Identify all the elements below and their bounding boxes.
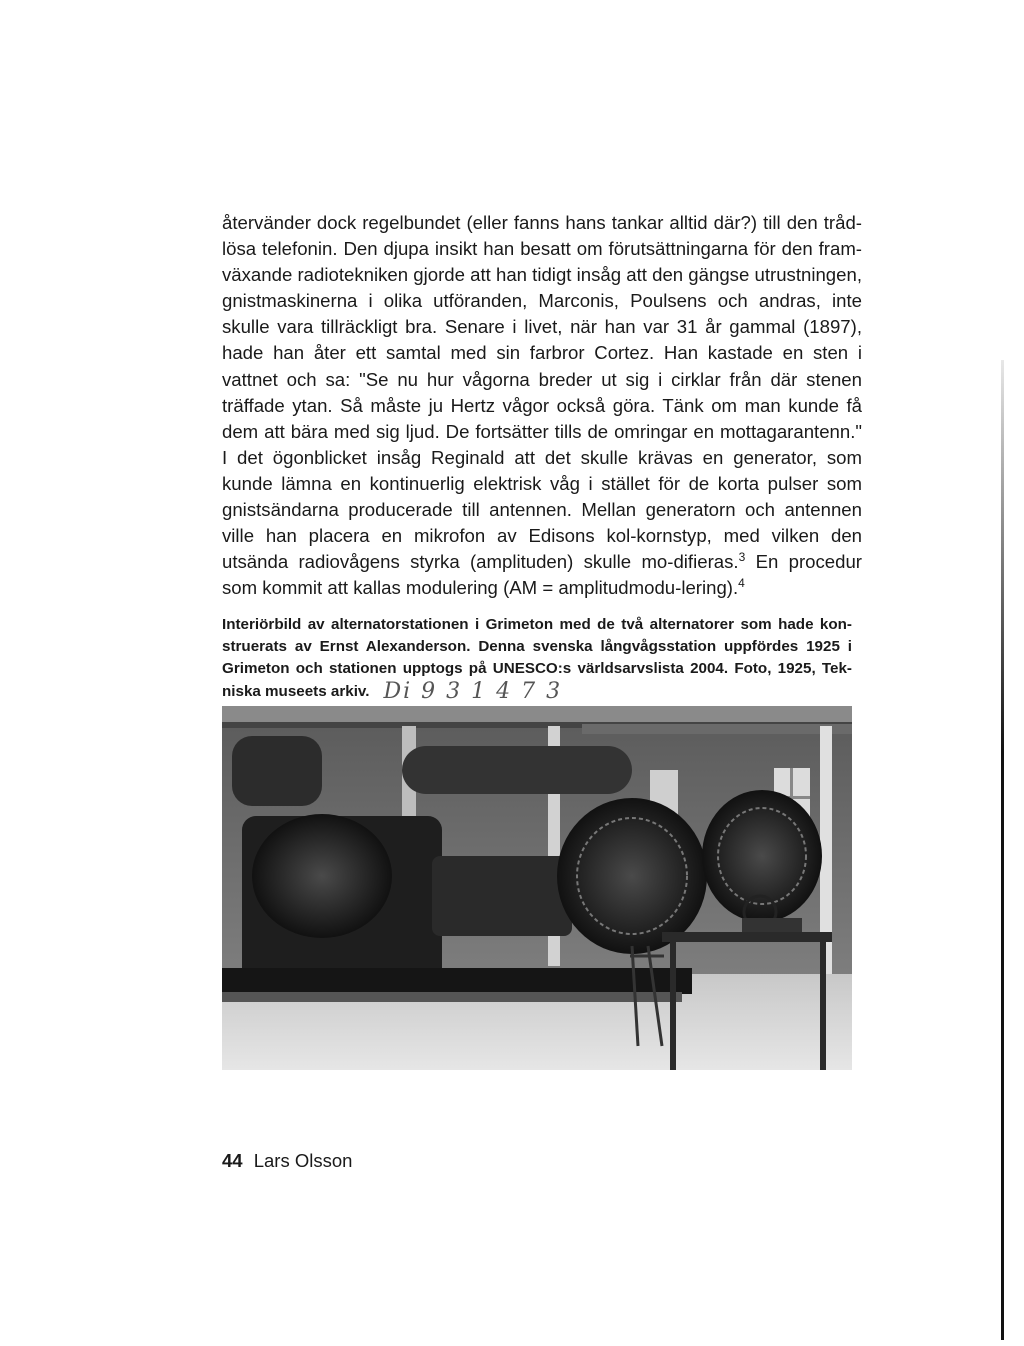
caption-text: Interiörbild av alternatorstationen i Grimeton med de två alternatorer som hade kon-struerats av Ernst Alexanderson. Denna svenska långvågsstation uppfördes 1925 i Grimeton och stationen upptogs på UNESCO:s världsarvslista 2004. Foto, 1925, Tek-niska museets arkiv. <box>222 616 852 700</box>
photo-illustration <box>222 706 852 1070</box>
paragraph-text <box>222 210 862 601</box>
paragraph-sentence-2: En procedur som kommit att kallas modulering (AM = amplitudmodu-lering). <box>222 551 862 599</box>
paragraph-sentence-1: återvänder dock regelbundet (eller fanns hans tankar alltid där?) till den tråd-lösa telefonin. Den djupa insikt han besatt om förutsättningarna för den fram-växande radiotekniken gjorde att han tidigt insåg att den gängse utrustningen, gnistmaskinerna i olika utföranden, Marconis, Poulsens och andras, inte skulle vara tillräckligt bra. Senare i livet, när han var 31 år gammal (1897), hade han åter ett samtal med sin farbror Cortez. Han kastade en sten i vattnet och sa: "Se nu hur vågorna breder ut sig i cirklar från där stenen träffade ytan. Så måste ju Hertz vågor också göra. Tänk om man kunde få dem att bära med sig ljud. De fortsätter tills de omringar en mottagarantenn." I det ögonblicket insåg Reginald att det skulle krävas en generator, som kunde lämna en kontinuerlig elektrisk våg i stället för de korta pulser som gnistsändarna producerade till antennen. Mellan generatorn och antennen ville han placera en mikrofon av Edisons kol-kornstyp, med vilken den utsända radiovågens styrka (amplituden) skulle mo-difieras. <box>222 212 862 573</box>
running-author: Lars Olsson <box>253 1150 353 1171</box>
footnote-ref-4[interactable]: 4 <box>738 576 745 591</box>
body-paragraph <box>222 210 862 601</box>
handwritten-archive-number: Di 9 3 1 4 7 3 <box>383 678 563 704</box>
scan-edge-shadow <box>1001 360 1004 1340</box>
footnote-ref-3[interactable]: 3 <box>738 550 746 565</box>
page-number: 44 <box>222 1150 243 1171</box>
page-footer <box>222 1150 352 1172</box>
alternator-hall-photo <box>222 706 852 1070</box>
photo-caption <box>222 614 852 703</box>
